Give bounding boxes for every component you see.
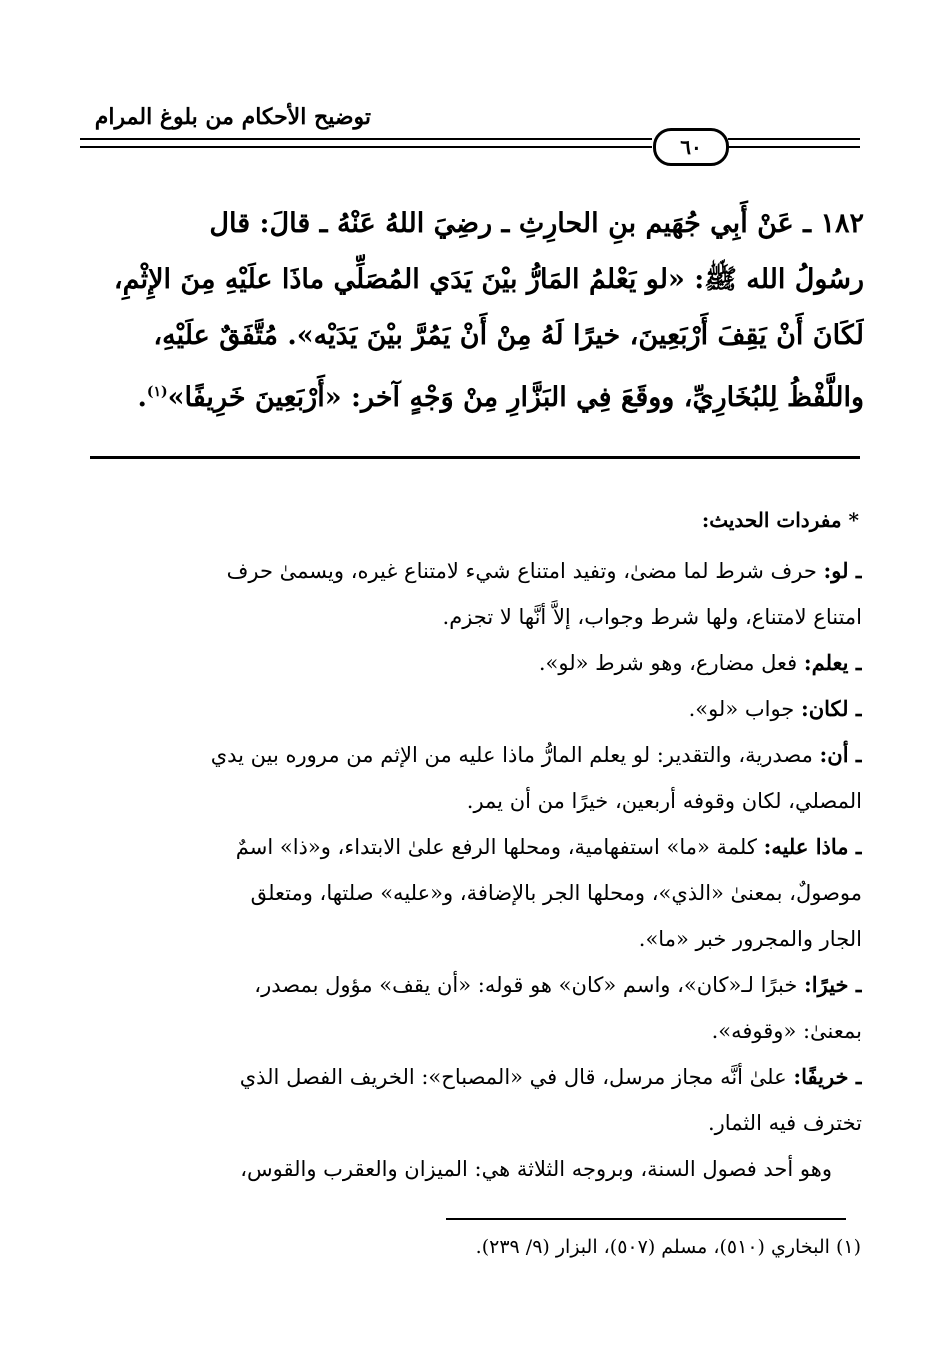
section-divider xyxy=(90,456,860,459)
vocabulary-line xyxy=(82,1008,862,1054)
vocabulary-line xyxy=(82,1146,862,1192)
header-rule-top-left xyxy=(80,138,652,140)
vocabulary-term: ـ أن: xyxy=(819,742,862,767)
vocabulary-line xyxy=(82,870,862,916)
vocabulary-line xyxy=(82,824,862,870)
page-number: ٦٠ xyxy=(653,128,729,166)
hadith-line-end: . xyxy=(137,382,147,413)
footnote-ref: (١) xyxy=(146,384,168,400)
hadith-line xyxy=(88,364,864,420)
section-heading: * مفردات الحديث: xyxy=(701,508,859,532)
vocabulary-term: ـ يعلم: xyxy=(803,650,862,675)
vocabulary-text: تخترف فيه الثمار. xyxy=(707,1111,862,1135)
vocabulary-line xyxy=(82,1100,862,1146)
hadith-line: لَكَانَ أَنْ يَقِفَ أَرْبَعِينَ، خيرًا لَهُ مِنْ أَنْ يَمُرَّ بيْنَ يَدَيْه». مُتَّفَقٌ علَيْهِ، xyxy=(153,320,864,351)
vocabulary-line xyxy=(82,916,862,962)
vocabulary-line xyxy=(82,1054,862,1100)
header-rule-top-right xyxy=(728,138,860,140)
vocabulary-term: ـ خريفًا: xyxy=(793,1064,862,1089)
vocabulary-term: ـ خيرًا: xyxy=(804,972,862,997)
vocabulary-text: بمعنىٰ: «وقوفه». xyxy=(711,1019,862,1043)
vocabulary-text: فعل مضارع، وهو شرط «لو». xyxy=(538,651,804,675)
vocabulary-line xyxy=(82,778,862,824)
vocabulary-term: ـ لو: xyxy=(823,558,862,583)
vocabulary-text: المصلي، لكان وقوفه أربعين، خيرًا من أن يمر. xyxy=(466,789,862,813)
header-rule-bottom-right xyxy=(728,146,860,148)
vocabulary-text: خبرًا لـ«كان»، واسم «كان» هو قوله: «أن يقف» مؤول بمصدر، xyxy=(254,973,805,997)
vocabulary-text: حرف شرط لما مضىٰ، وتفيد امتناع شيء لامتناع غيره، ويسمىٰ حرف xyxy=(226,559,824,583)
vocabulary-text: علىٰ أنَّه مجاز مرسل، قال في «المصباح»: الخريف الفصل الذي xyxy=(239,1065,794,1089)
vocabulary-line xyxy=(82,640,862,686)
vocabulary-term: ـ ماذا عليه: xyxy=(763,834,862,859)
vocabulary-line xyxy=(82,732,862,778)
vocabulary-line xyxy=(82,548,862,594)
vocabulary-line xyxy=(82,962,862,1008)
footnote: (١) البخاري (٥١٠)، مسلم (٥٠٧)، البزار (٩/ ٢٣٩). xyxy=(475,1236,861,1258)
hadith-line: ١٨٢ ـ عَنْ أَبِي جُهَيم بنِ الحارِثِ ـ رضِيَ اللهُ عَنْهُ ـ قالَ: قال xyxy=(209,208,864,239)
vocabulary-text: مصدرية، والتقدير: لو يعلم المارُّ ماذا عليه من الإثم من مروره بين يدي xyxy=(210,743,820,767)
vocabulary-text: وهو أحد فصول السنة، وبروجه الثلاثة هي: الميزان والعقرب والقوس، xyxy=(240,1157,832,1181)
vocabulary-term: ـ لكان: xyxy=(800,696,862,721)
vocabulary-text: الجار والمجرور خبر «ما». xyxy=(638,927,862,951)
vocabulary-list xyxy=(82,548,862,1192)
footnote-divider xyxy=(446,1218,846,1220)
vocabulary-text: جواب «لو». xyxy=(688,697,801,721)
header-rule-bottom-left xyxy=(80,146,652,148)
vocabulary-text: موصولٌ، بمعنىٰ «الذي»، ومحلها الجر بالإضافة، و«عليه» صلتها، ومتعلق xyxy=(250,881,862,905)
vocabulary-line xyxy=(82,686,862,732)
vocabulary-line xyxy=(82,594,862,640)
book-title: توضيح الأحكام من بلوغ المرام xyxy=(94,104,371,130)
hadith-line-text: واللَّفْظُ لِلبُخَارِيِّ، ووقَعَ فِي البَزَّارِ مِنْ وَجْهٍ آخر: «أَرْبَعِينَ خَرِيفًا» xyxy=(167,382,864,413)
hadith-text xyxy=(88,196,864,420)
vocabulary-text: كلمة «ما» استفهامية، ومحلها الرفع علىٰ الابتداء، و«ذا» اسمٌ xyxy=(235,835,764,859)
vocabulary-text: امتناع لامتناع، ولها شرط وجواب، إلاَّ أنَّها لا تجزم. xyxy=(442,605,862,629)
hadith-line: رسُولُ الله ﷺ: «لو يَعْلمُ المَارُّ بيْنَ يَدَي المُصَلِّي ماذَا علَيْهِ مِنَ الإِثْمِ، xyxy=(113,264,864,295)
